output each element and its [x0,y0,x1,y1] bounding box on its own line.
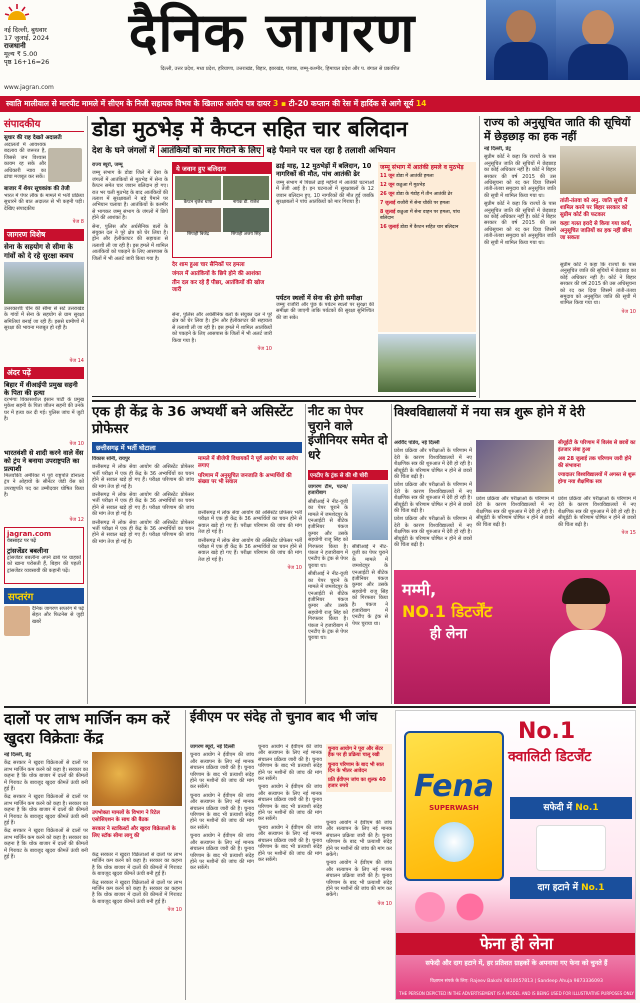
dal-body [4,752,88,1000]
pages-count: पृष्ठ 16+16=26 [4,58,50,66]
editorial-item1-text: अदालतों में आवश्यक बदलाव की जरूरत है, जिससे जन विश्वास कायम रह सके और अधिकारी न्याय का ढांचा मजबूत कर सकें। [4,142,46,180]
neet-body-cont: सीबीआई ने नीट-यूजी का पेपर चुराने के मामले में जमशेदपुर के एनआईटी से बीटेक इंजीनियर पंकज कुमार और उसके सहयोगी राजू सिंह को गिरफ्तार किया है। पंकज ने हजारीबाग में एनटीए के ट्रंक से पेपर चुराया था। [308,571,348,642]
editorial-item2-head: बाजार में शेयर सूचकांक की तेजी [4,186,70,192]
dal-body-text: केंद्र सरकार ने खुदरा विक्रेताओं से दालों पर लाभ मार्जिन कम करने को कहा है। सरकार का कहना है कि थोक बाजार में दालों की कीमतों में गिरावट के बावजूद खुदरा कीमतें ऊंची बनी हुई हैं। [4,760,88,793]
scst-body [484,146,556,396]
andar-head1[interactable]: बिहार में वीआईपी प्रमुख सहनी के पिता की हत्या [4,381,78,397]
martyrs-box [172,162,272,258]
jagran-vishesh-label: जागरण विशेष [4,229,84,241]
website-link[interactable]: www.jagran.com [4,84,54,91]
timeline-head: जम्मू संभाग में आतंकी हमले व मुठभेड़ [380,164,464,171]
lead-byline: राज्य ब्यूरो, जम्मू [92,162,123,168]
saptrang-label: सप्तरंग [4,588,84,604]
ad-footer: सफेदी और दाग हटाने में, हर प्रतिशत ग्राहकों के अपनाया गए फेना को चुनते हैं [425,959,608,967]
neet-illustration [352,484,388,540]
dal-body-cont2: केंद्र सरकार ने खुदरा विक्रेताओं से दालों पर लाभ मार्जिन कम करने को कहा है। सरकार का कहना है कि थोक बाजार में दालों की कीमतों में गिरावट के बावजूद खुदरा कीमतें ऊंची बनी हुई हैं। [4,828,88,861]
evm-point: चुनाव परिणाम के बाद भी सात दिन के भीतर आवेदन [328,761,384,774]
ad-no1-badge: No.1 [518,719,576,744]
ad-quality: क्वालिटी डिटर्जेंट [508,749,592,765]
univ-headline[interactable]: विश्वविद्यालयों में नया सत्र शुरू होने में देरी [394,404,585,419]
martyr-name: कैप्टन बृजेश थापा [183,200,213,205]
jagran-site-sub: वेबसाइट पर पढ़ें [7,538,37,544]
evm-body-cont: चुनाव आयोग ने ईवीएम की जांच और सत्यापन के लिए नई मानक संचालन प्रक्रिया जारी की है। चुनाव परिणाम के बाद भी प्रत्याशी संदेह होने पर मशीनों की जांच की मांग कर सकेंगे। [190,792,254,831]
andar-text1: दरभंगाः विकासशील इंसान पार्टी के प्रमुख मुकेश सहनी के पिता जीतन सहनी की उनके घर में हत्या कर दी गई। पुलिस जांच में जुटी है। [4,397,84,423]
mid-rule [92,400,636,402]
univ-body-right-text2: प्रवेश प्रक्रिया और परीक्षाओं के परिणाम में देरी के कारण विश्वविद्यालयों में नए शैक्षणिक सत्र की शुरुआत में देरी हो रही है। सीयूईटी के परिणाम घोषित न होने से छात्रों की चिंता बढ़ी है। [558,496,636,528]
prof-body-text: छत्तीसगढ़ में लोक सेवा आयोग की असिस्टेंट प्रोफेसर भर्ती परीक्षा में एक ही केंद्र के 36 अभ्यर्थियों का चयन होने से सवाल खड़े हो गए हैं। परीक्षा परिणाम की जांच की मांग तेज हो गई है। [92,464,194,490]
flowers-illustration [400,887,500,927]
andar-head2[interactable]: भारतवंशी से शादी करने वाले वेंस को ट्रंप ने बनाया उपराष्ट्रपति का प्रत्याशी [4,449,84,473]
editorial-page: पेज 8 [72,219,84,225]
masthead-states: दिल्ली, उत्तर प्रदेश, मध्य प्रदेश, हरियाणा, उत्तराखंड, बिहार, झारखंड, पंजाब, जम्मू-कश्मीर, हिमाचल प्रदेश और प. बंगाल से प्रकाशित [160,66,400,72]
lead-subhead [92,146,474,157]
evm-body-mid-text3: चुनाव आयोग ने ईवीएम की जांच और सत्यापन के लिए नई मानक संचालन प्रक्रिया जारी की है। चुनाव परिणाम के बाद भी प्रत्याशी संदेह होने पर मशीनों की जांच की मांग कर सकेंगे। [258,824,322,863]
martyr-card [223,176,269,206]
prof-body-cont: छत्तीसगढ़ में लोक सेवा आयोग की असिस्टेंट प्रोफेसर भर्ती परीक्षा में एक ही केंद्र के 36 अभ्यर्थियों का चयन होने से सवाल खड़े हो गए हैं। परीक्षा परिणाम की जांच की मांग तेज हो गई है। [92,492,194,518]
scst-points [560,198,636,242]
masthead [0,0,640,96]
ad-stain-text: दाग हटाने में [537,883,578,893]
fena-ad-top[interactable] [394,570,636,704]
ticker-right-page: 14 [415,99,427,108]
forest-illustration [378,334,476,392]
lead-continued: पेज 10 [257,346,272,353]
lead-body-1: जम्मू संभाग के डोडा जिले में देसा के जंगलों में आतंकियों से मुठभेड़ में सेना के कैप्टन समेत चार जवान बलिदान हो गए। रात भर चली मुठभेड़ के बाद आतंकियों की तलाश में सुरक्षाबलों ने बड़े पैमाने पर अभियान चलाया है। आतंकियों के कश्मीर से भागकर जम्मू संभाग के जंगलों में छिपे होने की आशंका है। [92,170,168,222]
scst-byline: नई दिल्ली, प्रेट्र [484,146,511,152]
neet-body-right-text: सीबीआई ने नीट-यूजी का पेपर चुराने के मामले में जमशेदपुर के एनआईटी से बीटेक इंजीनियर पंकज कुमार और उसके सहयोगी राजू सिंह को गिरफ्तार किया है। पंकज ने हजारीबाग में एनटीए के ट्रंक से पेपर चुराया था। [352,544,388,627]
dal-points [92,810,182,839]
ad-tag-3: ही लेना [430,626,467,642]
fena-sub: SUPERWASH [429,804,479,812]
jagran-site-box[interactable] [4,527,84,584]
price: मूल्य ₹ 5.00 [4,50,38,58]
fena-brand: Fena [413,769,495,804]
ad-disclaimer: THE PERSON DEPICTED IN THE ADVERTISEMENT IS A MODEL AND IS BEING USED FOR ILLUSTRATIVE PURPOSES ONLY [399,991,634,996]
evm-body-text: चुनाव आयोग ने ईवीएम की जांच और सत्यापन के लिए नई मानक संचालन प्रक्रिया जारी की है। चुनाव परिणाम के बाद भी प्रत्याशी संदेह होने पर मशीनों की जांच की मांग कर सकेंगे। [190,752,254,791]
ticker-left-page: 3 [273,99,279,108]
border-village-photo [4,262,84,304]
jagran-site-head: ट्रांसजेंडर बबलीना [7,547,49,555]
prof-byline: विकास सोनी, रायपुर [92,456,130,462]
lead-subhead-post: बड़े पैमाने पर चल रहा है तलाशी अभियान [266,146,396,156]
lead-bottom-rule [92,396,476,397]
univ-continued: पेज 15 [621,530,636,537]
prof-body-right-text2: छत्तीसगढ़ में लोक सेवा आयोग की असिस्टेंट प्रोफेसर भर्ती परीक्षा में एक ही केंद्र के 36 अभ्यर्थियों का चयन होने से सवाल खड़े हो गए हैं। परीक्षा परिणाम की जांच की मांग तेज हो गई है। [198,537,302,563]
masthead-title: दैनिक जागरण [128,1,416,64]
lead-side-text2: जम्मूः राजौरी और पुंछ के पर्यटन स्थलों पर सुरक्षा की समीक्षा की जाएगी ताकि पर्यटकों की सुरक्षा सुनिश्चित की जा सके। [276,302,374,321]
univ-body-cont: प्रवेश प्रक्रिया और परीक्षाओं के परिणाम में देरी के कारण विश्वविद्यालयों में नए शैक्षणिक सत्र की शुरुआत में देरी हो रही है। सीयूईटी के परिणाम घोषित न होने से छात्रों की चिंता बढ़ी है। [394,482,472,515]
left-rail [4,116,84,706]
ad-white-no: No.1 [575,803,599,813]
martyr-card [175,176,221,206]
lead-body-cont-text: सेना, पुलिस और अर्धसैनिक बलों के संयुक्त दल ने पूरे क्षेत्र को घेर लिया है। ड्रोन और हेलीकाप्टर की सहायता से तलाशी ली जा रही है। इस हमले में शामिल आतंकियों को पकड़ने के लिए आसपास के जिलों में भी अलर्ट जारी किया गया है। [172,312,272,344]
jagran-vishesh-head: सेना के सहयोग से सीमा के गांवों को दे रहे सुरक्षा कवच [4,243,74,260]
saptrang-text: दैनिक जागरण सप्तरंग में पढ़ें सेहत और फिटनेस से जुड़ी खबरें [32,606,84,625]
dal-headline[interactable]: दालों पर लाभ मार्जिन कम करें खुदरा विक्रेताः केंद्र [4,710,170,747]
scst-point: तांती-तंतवा को अनु. जाति सूची में शामिल करने पर बिहार सरकार को सुप्रीम कोर्ट की फटकार [560,198,628,218]
pulses-photo [92,752,182,806]
univ-body-right [476,496,636,566]
timeline-item: 11 जून डोडा में आतंकी हमला [380,173,434,179]
univ-point: अब 28 जुलाई तक परिणाम जारी होने की संभावना [558,456,632,469]
scst-body-right [560,262,636,396]
andar-page2: पेज 12 [69,517,84,523]
fena-pack [404,731,504,881]
timeline-item: 26 जून डोडा के गंडोह में तीन आतंकी ढेर [380,191,453,197]
prof-point: परिणाम में अनुसूचित जनजाति के अभ्यर्थियों की संख्या पर भी सवाल [198,472,292,486]
timeline-item: 7 जुलाई राजौरी में सेना चौकी पर हमला [380,200,450,206]
evm-body-mid-text2: चुनाव आयोग ने ईवीएम की जांच और सत्यापन के लिए नई मानक संचालन प्रक्रिया जारी की है। चुनाव परिणाम के बाद भी प्रत्याशी संदेह होने पर मशीनों की जांच की मांग कर सकेंगे। [258,784,322,823]
neet-body-right [352,544,388,702]
prof-body-right [198,510,302,702]
scst-body-cont: सुप्रीम कोर्ट ने कहा कि राज्यों के पास अनुसूचित जाति की सूचियों में छेड़छाड़ का कोई अधिकार नहीं है। कोर्ट ने बिहार सरकार की वर्ष 2015 की उस अधिसूचना को रद कर दिया जिसमें तांती-तंतवा समुदाय को अनुसूचित जाति की सूची में शामिल किया गया था। [484,201,556,246]
right-col-divider [479,116,480,398]
edition-name: राजधानी [4,42,26,50]
ad-white-text: सफेदी में [543,803,573,813]
univ-point: ज्यादातर विश्वविद्यालयों में अगस्त से शुरू होगा नया शैक्षणिक सत्र [558,472,636,485]
univ-points [558,440,636,485]
scst-body-right-text: सुप्रीम कोर्ट ने कहा कि राज्यों के पास अनुसूचित जाति की सूचियों में छेड़छाड़ का कोई अधिकार नहीं है। कोर्ट ने बिहार सरकार की वर्ष 2015 की उस अधिसूचना को रद कर दिया जिसमें तांती-तंतवा समुदाय को अनुसूचित जाति की सूची में शामिल किया गया था। [560,262,636,307]
cricketer-photo-left [486,0,556,80]
univ-divider [391,404,392,704]
lead-body [92,162,168,392]
dal-body-right [92,852,182,1000]
neet-body [308,484,348,702]
lead-body-cont [172,312,272,392]
ad-tag-1: मम्मी, [402,580,437,599]
prof-points [198,456,302,486]
dal-point: सरकार ने स्टाकिस्टों और खुदरा विक्रेताओं के लिए स्टॉक सीमा लागू की [92,826,176,839]
evm-body-right-text2: चुनाव आयोग ने ईवीएम की जांच और सत्यापन के लिए नई मानक संचालन प्रक्रिया जारी की है। चुनाव परिणाम के बाद भी प्रत्याशी संदेह होने पर मशीनों की जांच की मांग कर सकेंगे। [326,860,392,899]
prof-point: मामले में बीजेपी विधायकों ने पूर्व आयोग पर आरोप लगाए [198,456,298,469]
evm-body-mid-text: चुनाव आयोग ने ईवीएम की जांच और सत्यापन के लिए नई मानक संचालन प्रक्रिया जारी की है। चुनाव परिणाम के बाद भी प्रत्याशी संदेह होने पर मशीनों की जांच की मांग कर सकेंगे। [258,744,322,783]
andar-page1: पेज 10 [69,441,84,447]
evm-continued: पेज 10 [377,900,392,907]
students-photo [476,440,554,492]
lead-side-head: ढाई माह, 12 मुठभेड़ों में बलिदान, 10 नागरिकों की मौत, पांच आतंकी ढेर [276,162,372,178]
neet-body-text: सीबीआई ने नीट-यूजी का पेपर चुराने के मामले में जमशेदपुर के एनआईटी से बीटेक इंजीनियर पंकज कुमार और उसके सहयोगी राजू सिंह को गिरफ्तार किया है। पंकज ने हजारीबाग में एनटीए के ट्रंक से पेपर चुराया था। [308,498,348,569]
timeline-list [378,174,476,231]
lead-point: तीन दल कर रहे हैं पीछा, आतंकियों की खोज जारी [172,280,265,293]
prof-continued: पेज 10 [287,565,302,572]
lead-points [172,262,272,294]
timeline-item: 12 जून कठुआ में मुठभेड़ [380,182,425,188]
fena-ad-bottom[interactable] [395,710,636,1000]
editor-photo [48,148,82,182]
lead-body-2: सेना, पुलिस और अर्धसैनिक बलों के संयुक्त दल ने पूरे क्षेत्र को घेर लिया है। ड्रोन और हेलीकाप्टर की सहायता से तलाशी ली जा रही है। इस हमले में शामिल आतंकियों को पकड़ने के लिए आसपास के जिलों में भी अलर्ट जारी किया गया है। [92,223,168,262]
evm-point: प्रति ईवीएम जांच का शुल्क 40 हजार रुपये [328,777,386,790]
prof-headline[interactable]: एक ही केंद्र के 36 अभ्यर्थी बने असिस्टेंट प्रोफेसर [92,404,293,437]
ad-tag-2: NO.1 डिटर्जेंट [402,602,493,621]
ad-contact: विज्ञापन संपर्क के लिए: Rajeev Bakshi 9810057813 | Sandeep Ahuja 9873336093 [430,979,603,984]
evm-byline: जागरण ब्यूरो, नई दिल्ली [190,744,235,750]
martyr-card [175,208,221,238]
evm-body [190,744,254,1000]
dal-body-right-text2: केंद्र सरकार ने खुदरा विक्रेताओं से दालों पर लाभ मार्जिन कम करने को कहा है। सरकार का कहना है कि थोक बाजार में दालों की कीमतों में गिरावट के बावजूद खुदरा कीमतें ऊंची बनी हुई हैं। [92,879,182,905]
dal-byline: नई दिल्ली, प्रेट्र [4,752,31,758]
andar-label: अंदर पढ़ें [4,367,84,379]
martyr-name: सिपाही अजय सिंह [231,231,261,237]
jagran-vishesh-page: पेज 14 [69,358,84,364]
univ-body-cont2: प्रवेश प्रक्रिया और परीक्षाओं के परिणाम में देरी के कारण विश्वविद्यालयों में नए शैक्षणिक सत्र की शुरुआत में देरी हो रही है। सीयूईटी के परिणाम घोषित न होने से छात्रों की चिंता बढ़ी है। [394,516,472,549]
neet-headline[interactable]: नीट का पेपर चुराने वाले इंजीनियर समेत दो धरे [308,404,388,462]
dal-body-cont: केंद्र सरकार ने खुदरा विक्रेताओं से दालों पर लाभ मार्जिन कम करने को कहा है। सरकार का कहना है कि थोक बाजार में दालों की कीमतों में गिरावट के बावजूद खुदरा कीमतें ऊंची बनी हुई हैं। [4,794,88,827]
neet-divider [305,404,306,704]
prof-body [92,456,194,702]
shirt-illustration [536,825,606,871]
lead-subhead-box: आतंकियों को मार गिराने के लिए [158,145,264,157]
lead-point: जंगल में आतंकियों के छिपे होने की आशंका [172,271,261,277]
edition-date: 17 जुलाई, 2024 [4,34,50,42]
martyrs-label: ये जवान हुए बलिदान [173,163,271,174]
evm-body-right [326,820,392,1000]
neet-strap: एनटीए के ट्रंक से की थी चोरी [308,470,388,480]
dal-continued: पेज 10 [167,907,182,914]
editorial-item2-text: भारत में पेपर लीक के मामले में भर्ती प्रक्रिया सुधारने की बात अदालत से भी कहनी पड़ी। देखिए संपादकीय [4,193,84,212]
timeline-box [378,162,476,332]
evm-point: चुनाव आयोग ने पूरा और सेंटर हैक पर ही प्रक्रिया चालू रखी [328,746,383,759]
ad-girl-figure [544,578,628,704]
editorial-title: संपादकीय [4,116,84,132]
evm-body-right-text: चुनाव आयोग ने ईवीएम की जांच और सत्यापन के लिए नई मानक संचालन प्रक्रिया जारी की है। चुनाव परिणाम के बाद भी प्रत्याशी संदेह होने पर मशीनों की जांच की मांग कर सकेंगे। [326,820,392,859]
evm-points [326,744,392,792]
andar-text2: मिलवॉकीः अमेरिका में पूर्व राष्ट्रपति डोनाल्ड ट्रंप ने ओहायो के सीनेटर जेडी वेंस को उपराष्ट्रपति पद का उम्मीदवार घोषित किया है। [4,473,84,499]
martyr-card [223,208,269,238]
supreme-court-photo [560,146,636,194]
timeline-item: 16 जुलाई डोडा में कैप्टन सहित चार बलिदान [380,224,459,230]
univ-byline: अरविंद पांडेय, नई दिल्ली [394,440,440,446]
jagran-site-logo: jagran.com [7,530,52,538]
ad-white-claim [510,797,632,819]
bottom-rule [4,706,636,708]
lead-side [276,162,374,392]
prof-strap: छत्तीसगढ़ में भर्ती घोटाला [92,442,302,453]
editorial-item1-head: सुधार की राह देखते अदालतेंः [4,135,62,141]
ad-stain-claim [510,877,632,899]
scst-continued: पेज 10 [621,308,636,315]
prof-body-cont2: छत्तीसगढ़ में लोक सेवा आयोग की असिस्टेंट प्रोफेसर भर्ती परीक्षा में एक ही केंद्र के 36 अभ्यर्थियों का चयन होने से सवाल खड़े हो गए हैं। परीक्षा परिणाम की जांच की मांग तेज हो गई है। [92,519,194,545]
univ-point: सीयूईटी के परिणाम में विलंब से छात्रों का इंतजार लंबा हुआ [558,440,636,453]
saptrang-photo [4,606,30,636]
dal-point: उपभोक्ता मामलों के विभाग ने रिटेल एसोसिएशन के साथ की बैठक [92,810,160,823]
ad-stain-no: No.1 [581,883,605,893]
scst-headline[interactable]: राज्य को अनुसूचित जाति की सूचियों में छेड़छाड़ का हक नहीं [484,116,631,143]
lead-side-head2: पर्यटन स्थलों में सेना की होगी समीक्षा [276,294,363,302]
jagran-site-text: ट्रांसजेंडर बबलीना अपने ढाबे पर ग्राहकों को खाना परोसती हैं, बिहार की पहली ट्रांसजेंडर व्यवसायी की कहानी पढ़ें। [7,555,81,574]
lead-side-text: जम्मू संभाग में पिछले ढाई महीनों में आतंकी घटनाओं में तेजी आई है। इन घटनाओं में सुरक्षाबलों के 12 जवान बलिदान हुए, 10 नागरिकों की मौत हुई जबकि सुरक्षाबलों ने पांच आतंकियों को मार गिराया है। [276,180,374,206]
evm-body-cont2: चुनाव आयोग ने ईवीएम की जांच और सत्यापन के लिए नई मानक संचालन प्रक्रिया जारी की है। चुनाव परिणाम के बाद भी प्रत्याशी संदेह होने पर मशीनों की जांच की मांग कर सकेंगे। [190,833,254,872]
prof-body-right-text: छत्तीसगढ़ में लोक सेवा आयोग की असिस्टेंट प्रोफेसर भर्ती परीक्षा में एक ही केंद्र के 36 अभ्यर्थियों का चयन होने से सवाल खड़े हो गए हैं। परीक्षा परिणाम की जांच की मांग तेज हो गई है। [198,510,302,536]
lead-headline[interactable]: डोडा मुठभेड़ में कैप्टन सहित चार बलिदान [92,117,408,141]
jagran-vishesh-text: उत्तरकाशीः चीन की सीमा से सटे उत्तराखंड के गांवों में सेना के सहयोग से ग्राम सुरक्षा समितियां बनाई जा रही हैं। इससे ग्रामीणों में सुरक्षा की भावना मजबूत हो रही है। [4,306,84,332]
ad-slogan: फेना ही लेना [396,933,636,955]
lead-point: देर शाम हुआ चार सैनिकों पर हमला [172,262,245,268]
martyr-name: सिपाही बिजेंद्र [187,231,209,237]
dal-body-right-text: केंद्र सरकार ने खुदरा विक्रेताओं से दालों पर लाभ मार्जिन कम करने को कहा है। सरकार का कहना है कि थोक बाजार में दालों की कीमतों में गिरावट के बावजूद खुदरा कीमतें ऊंची बनी हुई हैं। [92,852,182,878]
pack-icon [434,822,474,862]
left-rail-divider [87,116,88,704]
ticker-left[interactable]: स्वाति मालीवाल से मारपीट मामले में सीएम के निजी सहायक विभव के खिलाफ आरोप पत्र दायर [6,99,271,108]
scst-body-text: सुप्रीम कोर्ट ने कहा कि राज्यों के पास अनुसूचित जाति की सूचियों में छेड़छाड़ का कोई अधिकार नहीं है। कोर्ट ने बिहार सरकार की वर्ष 2015 की उस अधिसूचना को रद कर दिया जिसमें तांती-तंतवा समुदाय को अनुसूचित जाति की सूची में शामिल किया गया था। [484,154,556,199]
evm-headline[interactable]: ईवीएम पर संदेह तो चुनाव बाद भी जांच [190,710,378,725]
ticker-right[interactable]: टी-20 कप्तान की रेस में हार्दिक से आगे सूर्य [288,99,414,108]
jagran-logo [4,2,30,24]
martyr-name: नायक डी. राजेश [232,200,260,205]
univ-body-text: प्रवेश प्रक्रिया और परीक्षाओं के परिणाम में देरी के कारण विश्वविद्यालयों में नए शैक्षणिक सत्र की शुरुआत में देरी हो रही है। सीयूईटी के परिणाम घोषित न होने से छात्रों की चिंता बढ़ी है। [394,448,472,481]
univ-body-right-text: प्रवेश प्रक्रिया और परीक्षाओं के परिणाम में देरी के कारण विश्वविद्यालयों में नए शैक्षणिक सत्र की शुरुआत में देरी हो रही है। सीयूईटी के परिणाम घोषित न होने से छात्रों की चिंता बढ़ी है। [476,496,554,528]
edition-city: नई दिल्ली, बुधवार [4,26,47,34]
neet-byline: जागरण टीम, पटना/हजारीबाग [308,484,348,497]
cricketer-photo-right [556,0,640,80]
timeline-item: 8 जुलाई कठुआ में सेना वाहन पर हमला, पांच बलिदान [380,209,460,221]
scst-point: कहाः गलत इरादे से किया गया कार्य, अनुसूचित जातियों का हक नहीं छीना जा सकता [560,221,632,241]
evm-divider [185,710,186,1000]
lead-subhead-pre: देश के घने जंगलों में [92,146,155,156]
evm-body-mid [258,744,322,1000]
ticker-bar: स्वाति मालीवाल से मारपीट मामले में सीएम के निजी सहायक विभव के खिलाफ आरोप पत्र दायर 3 ▪ टी-20 कप्तान की रेस में हार्दिक से आगे सूर्य 14 [0,96,640,112]
